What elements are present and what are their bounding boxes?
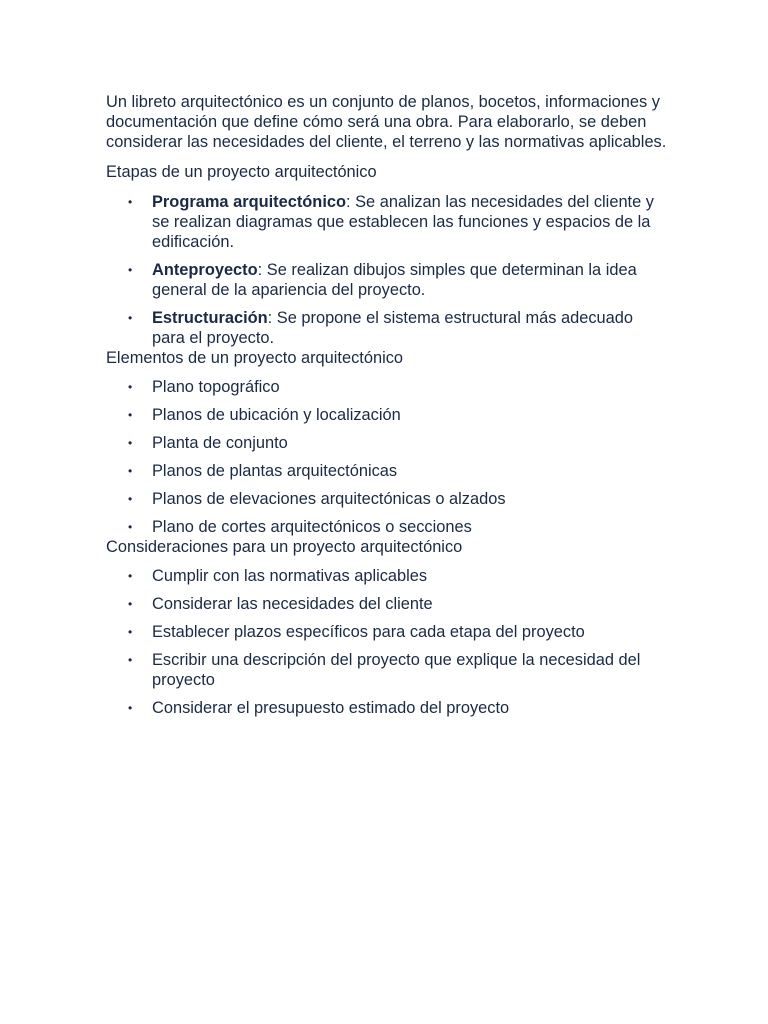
bullet-icon: • — [128, 311, 133, 325]
list-item-text: Planos de plantas arquitectónicas — [152, 462, 398, 480]
list-item-text: Considerar las necesidades del cliente — [152, 595, 433, 613]
list-item-text: Establecer plazos específicos para cada etapa del proyecto — [152, 623, 585, 641]
list-item — [128, 698, 668, 718]
list-item-text: : Se realizan dibujos simples que determinan la idea general de la apariencia del proyecto. — [152, 261, 637, 299]
consideraciones-heading: Consideraciones para un proyecto arquitectónico — [106, 538, 463, 556]
bullet-icon: • — [128, 195, 133, 209]
bullet-icon: • — [128, 569, 133, 583]
list-item — [128, 377, 668, 397]
list-item — [128, 622, 668, 642]
bullet-icon: • — [128, 653, 133, 667]
list-item — [128, 489, 668, 509]
list-item — [128, 260, 668, 300]
consideraciones-list — [106, 566, 668, 718]
bullet-icon: • — [128, 701, 133, 715]
elementos-heading: Elementos de un proyecto arquitectónico — [106, 349, 404, 367]
elementos-list — [106, 377, 668, 537]
bullet-icon: • — [128, 520, 133, 534]
etapas-heading: Etapas de un proyecto arquitectónico — [106, 163, 377, 181]
bullet-icon: • — [128, 464, 133, 478]
list-item-text: : Se propone el sistema estructural más adecuado para el proyecto. — [152, 309, 634, 347]
bullet-icon: • — [128, 625, 133, 639]
bullet-icon: • — [128, 436, 133, 450]
list-item-text: Cumplir con las normativas aplicables — [152, 567, 428, 585]
etapas-list — [106, 192, 668, 348]
list-item-text: Planos de ubicación y localización — [152, 406, 401, 424]
list-item — [128, 405, 668, 425]
intro-paragraph: Un libreto arquitectónico es un conjunto de planos, bocetos, informaciones y documentación que define cómo será una obra. Para elaborarlo, se deben considerar las necesidades del cliente, el terreno y las normativas aplicables. — [106, 93, 667, 151]
list-item-text: Planta de conjunto — [152, 434, 288, 452]
list-item — [128, 461, 668, 481]
bullet-icon: • — [128, 263, 133, 277]
list-item-text: Planos de elevaciones arquitectónicas o alzados — [152, 490, 506, 508]
list-item — [128, 594, 668, 614]
bullet-icon: • — [128, 597, 133, 611]
bullet-icon: • — [128, 492, 133, 506]
bullet-icon: • — [128, 380, 133, 394]
list-item-term: Anteproyecto — [152, 261, 258, 279]
list-item — [128, 308, 668, 348]
list-item-text: Plano topográfico — [152, 378, 280, 396]
list-item — [128, 192, 668, 252]
bullet-icon: • — [128, 408, 133, 422]
list-item-text: : Se analizan las necesidades del cliente y se realizan diagramas que establecen las funciones y espacios de la edificación. — [152, 193, 654, 251]
list-item-text: Escribir una descripción del proyecto que explique la necesidad del proyecto — [152, 651, 641, 689]
list-item — [128, 566, 668, 586]
list-item-term: Estructuración — [152, 309, 268, 327]
list-item-text: Considerar el presupuesto estimado del proyecto — [152, 699, 510, 717]
list-item — [128, 433, 668, 453]
list-item — [128, 517, 668, 537]
list-item-text: Plano de cortes arquitectónicos o secciones — [152, 518, 472, 536]
list-item-term: Programa arquitectónico — [152, 193, 346, 211]
list-item — [128, 650, 668, 690]
